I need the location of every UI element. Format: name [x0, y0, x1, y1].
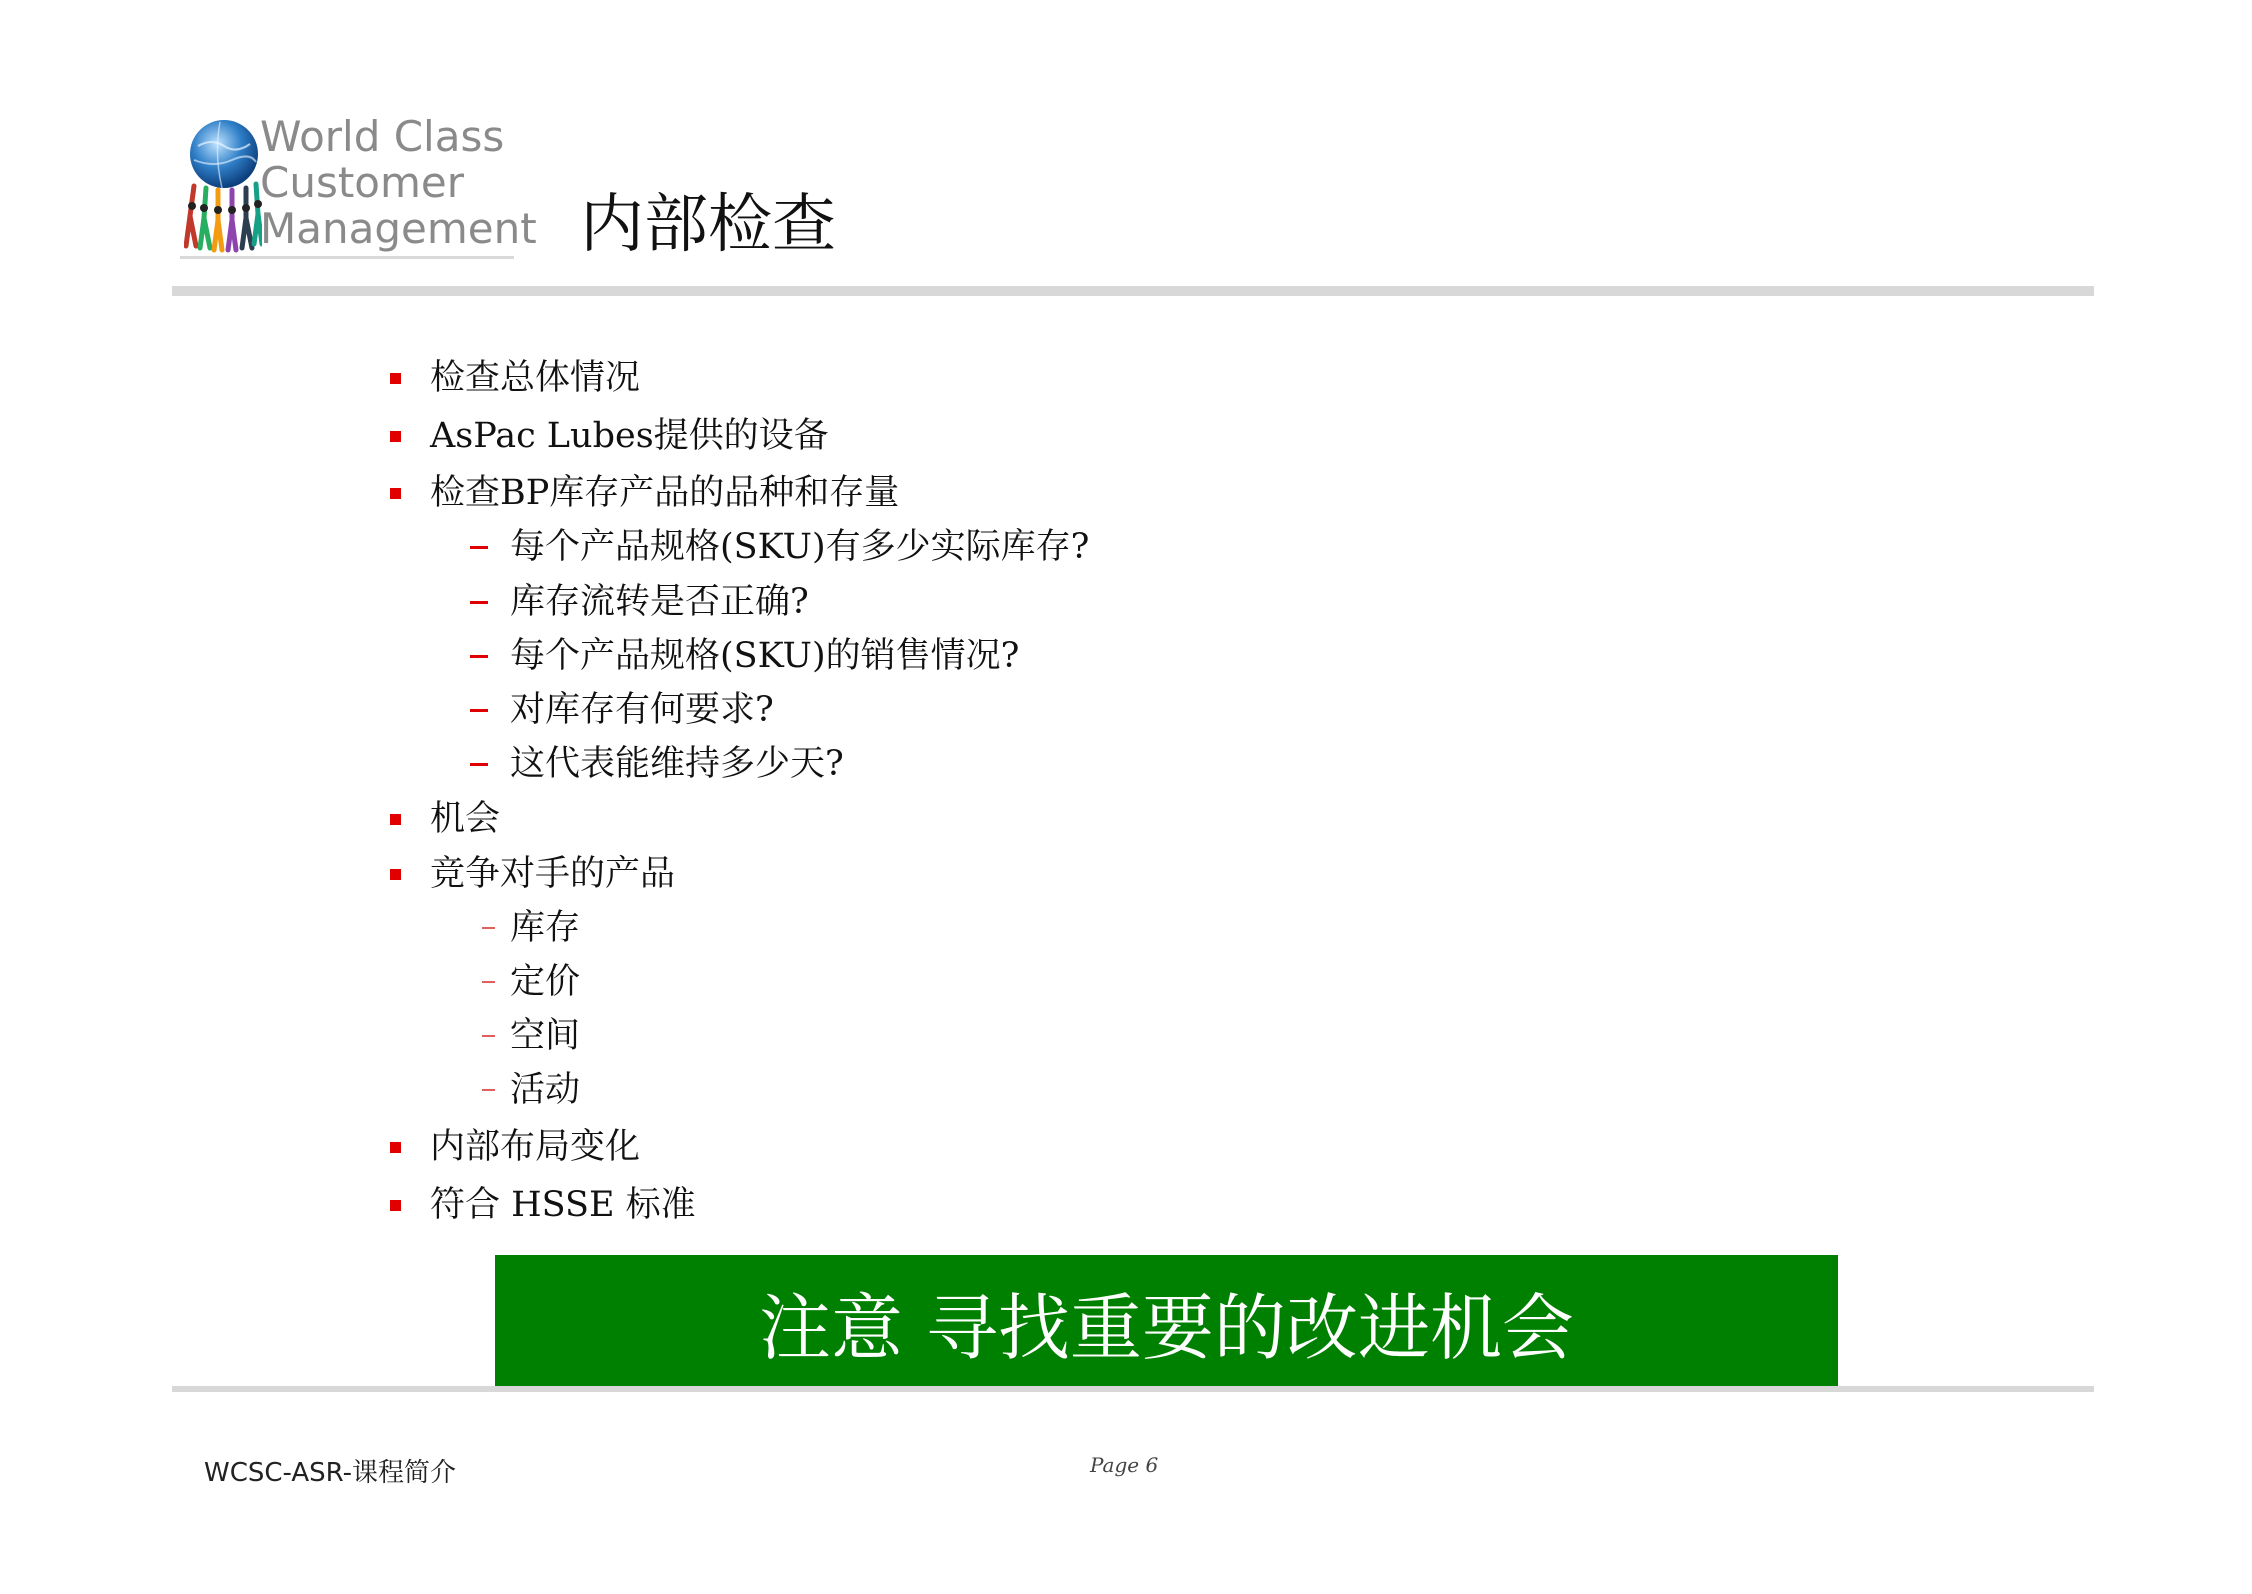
dash-bullet-icon	[470, 763, 488, 766]
list-item-label: 竞争对手的产品	[430, 854, 676, 894]
logo-line-2: Customer	[260, 158, 465, 207]
logo-underline	[180, 256, 514, 259]
list-item-label: 每个产品规格(SKU)的销售情况?	[510, 636, 1020, 676]
square-bullet-icon	[390, 488, 401, 499]
dash-bullet-icon	[482, 927, 495, 929]
list-item-label: AsPac Lubes提供的设备	[430, 416, 829, 456]
dash-bullet-icon	[470, 601, 488, 604]
header-divider	[172, 286, 2094, 296]
square-bullet-icon	[390, 431, 401, 442]
footer-divider	[172, 1386, 2094, 1392]
dash-bullet-icon	[482, 1089, 495, 1091]
list-item-label: 定价	[510, 962, 581, 1002]
list-item-label: 库存流转是否正确?	[510, 582, 809, 622]
dash-bullet-icon	[470, 655, 488, 658]
dash-bullet-icon	[470, 546, 488, 549]
dash-bullet-icon	[482, 981, 495, 983]
page-number: Page 6	[1090, 1453, 1159, 1477]
square-bullet-icon	[390, 869, 401, 880]
list-item-label: 检查总体情况	[430, 358, 641, 398]
square-bullet-icon	[390, 1200, 401, 1211]
logo-line-1: World Class	[260, 112, 505, 161]
square-bullet-icon	[390, 373, 401, 384]
list-item-label: 空间	[510, 1016, 581, 1056]
dash-bullet-icon	[470, 709, 488, 712]
logo-wordmark	[260, 114, 537, 252]
list-item-label: 对库存有何要求?	[510, 690, 774, 730]
square-bullet-icon	[390, 814, 401, 825]
dash-bullet-icon	[482, 1035, 495, 1037]
square-bullet-icon	[390, 1142, 401, 1153]
company-logo	[176, 112, 537, 262]
logo-line-3: Management	[260, 204, 537, 253]
list-item-label: 这代表能维持多少天?	[510, 744, 844, 784]
list-item-label: 符合 HSSE 标准	[430, 1185, 696, 1225]
list-item-label: 检查BP库存产品的品种和存量	[430, 473, 900, 513]
globe-people-icon	[184, 116, 262, 266]
footer-course-label: WCSC-ASR-课程简介	[204, 1458, 457, 1488]
list-item-label: 库存	[510, 908, 581, 948]
list-item-label: 活动	[510, 1070, 581, 1110]
page-title: 内部检查	[580, 188, 836, 262]
list-item-label: 每个产品规格(SKU)有多少实际库存?	[510, 527, 1090, 567]
list-item-label: 内部布局变化	[430, 1127, 641, 1167]
highlight-banner: 注意 寻找重要的改进机会	[495, 1255, 1838, 1389]
list-item-label: 机会	[430, 799, 501, 839]
